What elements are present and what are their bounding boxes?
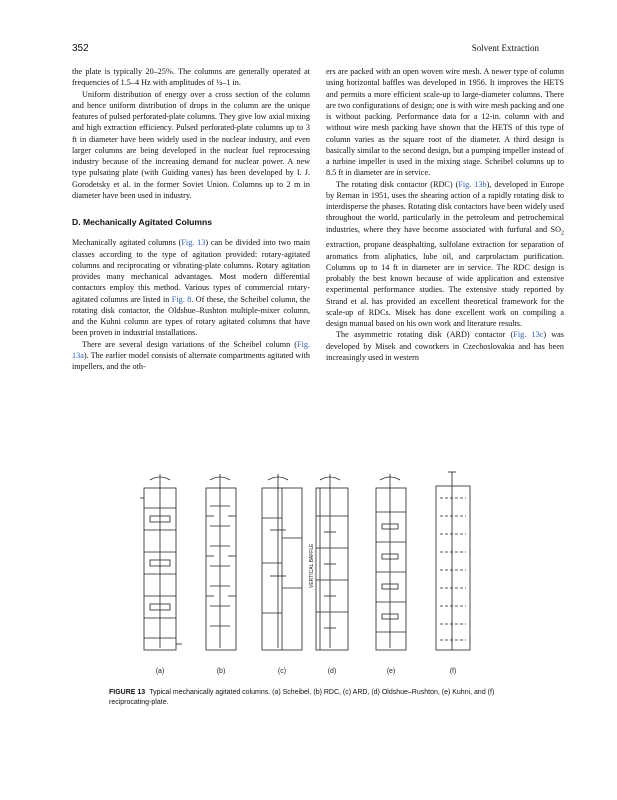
caption-label: FIGURE 13 [109,689,146,696]
label-d: (d) [327,668,337,675]
running-title: Solvent Extraction [471,43,539,53]
paragraph: The asymmetric rotating disk (ARD) contactor (Fig. 13c) was developed by Misek and coworkers in Czechoslovakia and has been increasingly used in western [326,330,564,362]
figure-link[interactable]: Fig. 8 [171,294,192,304]
label-e: (e) [386,668,396,675]
label-a: (a) [155,668,165,675]
column-e-kuhni [376,474,406,650]
paragraph: Uniform distribution of energy over a cross section of the column and hence uniform distribution of drops in the column are the unique features of pulsed perforated-plate columns. They give low axial mixing and high extraction efficiency. Pulsed perforated-plate columns up to 3 ft in diameter have been widely used in the nuclear industry, and even larger columns are being developed in the nuclear fuel reprocessing industry because of the increasing demand for nuclear power. A new type pulsating plate (with Guiding vanes) has been developed by I. J. Gorodetsky et al. in the former Soviet Union. Columns up to 2 m in diameter have been used in industry. [72,89,310,200]
paragraph: There are several design variations of the Scheibel column (Fig. 13a). The earlier model consists of alternate compartments agitated with impellers, and the oth- [72,339,310,371]
figure-link[interactable]: Fig. 13b [458,179,487,189]
label-b: (b) [216,668,226,675]
figure-link[interactable]: Fig. 13a [72,339,310,360]
column-d-oldshue-rushton [316,474,348,650]
column-a-scheibel [140,474,182,650]
figure-link[interactable]: Fig. 13c [513,330,544,340]
caption-text: Typical mechanically agitated columns. (a) Scheibel, (b) RDC, (c) ARD, (d) Oldshue–Rushton, (e) Kuhni, and (f) reciprocating-plate. [109,689,495,706]
figure-13-diagram [130,468,490,680]
page-number: 352 [72,43,89,54]
column-b-rdc [206,474,236,650]
section-title: D. Mechanically Agitated Columns [72,217,213,227]
left-column [72,66,310,372]
column-c-ard [262,474,302,650]
right-column [326,66,564,363]
paragraph: the plate is typically 20–25%. The columns are generally operated at frequencies of 1.5–4 Hz with amplitudes of ¼–1 in. [72,67,310,88]
figure-link[interactable]: Fig. 13 [181,238,206,248]
label-f: (f) [449,668,457,675]
paragraph: Mechanically agitated columns (Fig. 13) can be divided into two main classes according to the type of agitation provided: rotary-agitated columns and reciprocating or vibrating-plate columns. Rotary agitation provides many mechanical advantages. Most modern differential contactors employ this method. Various types of commercial rotary-agitated columns are listed in Fig. 8. Of these, the Scheibel column, the rotating disk contactor, the Oldshue–Rushton multiple-mixer column, and the Kuhni column are types of rotary agitated columns that have been proven in industrial installations. [72,238,310,338]
paragraph: ers are packed with an open woven wire mesh. A newer type of column using horizontal baffles was developed in 1956. It improves the HETS and permits a more efficient scale-up to large-diameter columns. There are two configurations of design; one is with wire mesh packing and one is without packing. Performance data for a 12-in. column with and without wire mesh packing have shown that the HETS of this type of column varies as the square root of the diameter. A third design is basically similar to the second design, but a pumping impeller instead of a turbine impeller is used in the mixing stage. Scheibel columns up to 8.5 ft in diameter are in service. [326,67,564,178]
paragraph: The rotating disk contactor (RDC) (Fig. 13b), developed in Europe by Reman in 1951, uses the shearing action of a rapidly rotating disk to interdisperse the phases. Rotating disk contactors have been widely used throughout the world, particularly in the petroleum and petrochemical industries, where they have become associated with furfural and $SO_2$ extraction, propane deasphalting, sulfolane extraction for separation of aromatics from aliphatics, lube oil, and carprolactam purification. Columns up to 14 ft in diameter are in service. The RDC design is probably the best known because of wide application and extensive experimental performance studies. The extensive study reported by Strand et al. has provided an excellent theoretical framework for the scale-up of RDCs. Misek has done excellent work on compiling a design manual based on his own work and literature results. [326,179,564,329]
figure-caption [109,688,529,708]
vertical-baffle-label: VERTICAL BAFFLE [309,543,315,588]
column-f-reciprocating-plate [436,472,470,650]
label-c: (c) [277,668,287,675]
